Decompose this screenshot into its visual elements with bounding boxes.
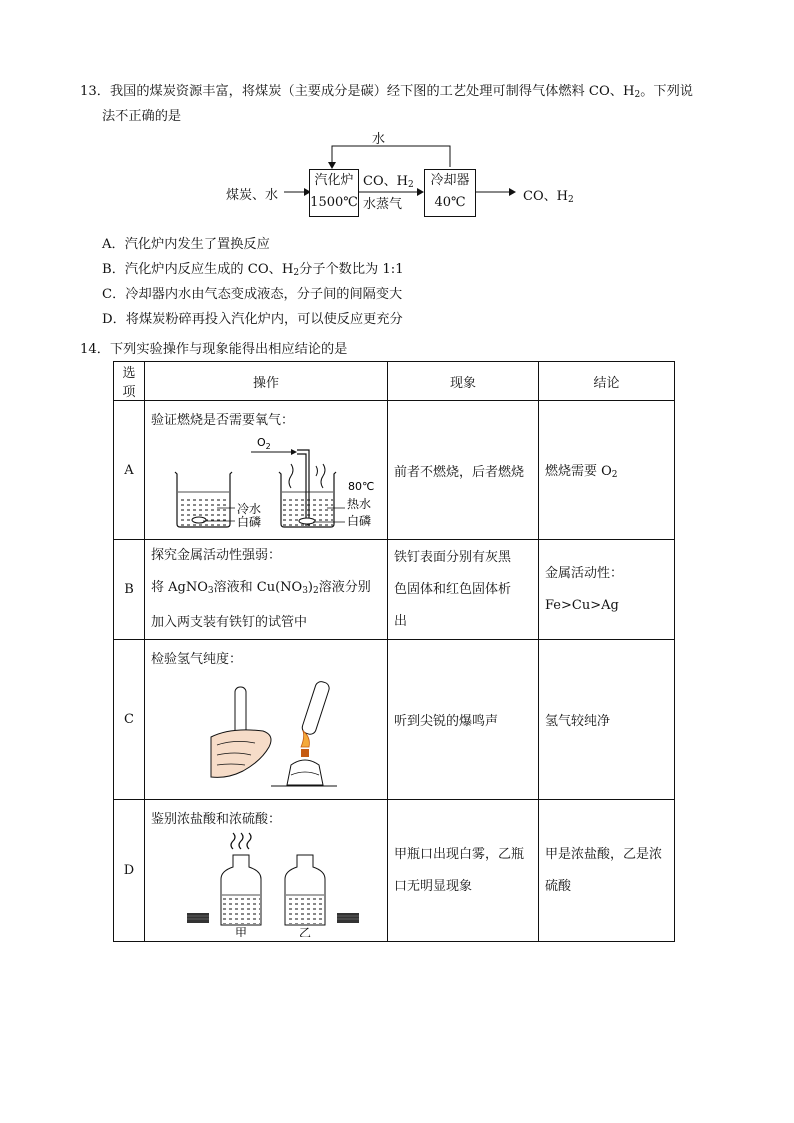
row-b-phenomenon [388, 540, 539, 640]
q13-option-d: D．将煤炭粉碎再投入汽化炉内，可以使反应更充分 [102, 312, 403, 327]
beaker-cold-water [175, 472, 232, 527]
q13-stem-line1 [80, 80, 693, 100]
table-row [114, 800, 675, 942]
mid-label-top: CO、H [363, 174, 408, 189]
option-b-post: 分子个数比为 1:1 [299, 262, 404, 277]
diagram-top-label: 水 [372, 132, 386, 147]
bottle-yi-label: 乙 [299, 926, 312, 937]
cooler-label: 冷却器 [430, 173, 470, 188]
row-b-option: B [114, 540, 145, 640]
row-b-conclusion [539, 540, 675, 640]
row-d-operation-title: 鉴别浓盐酸和浓硫酸： [151, 812, 282, 827]
stopper-right [337, 913, 359, 923]
q14-number: 14． [80, 342, 110, 357]
diagram-mid-label [363, 172, 414, 215]
combustion-apparatus-figure [151, 428, 381, 530]
row-c-conclusion: 氢气较纯净 [539, 640, 675, 800]
q13-stem-line2: 法不正确的是 [102, 109, 182, 124]
row-d-ph-line1: 甲瓶口出现白雾，乙瓶 [394, 846, 525, 862]
o2-label: $O_2$ [257, 436, 271, 451]
row-b-ph-line3: 出 [394, 613, 408, 629]
temp-label: 80℃ [348, 480, 375, 493]
row-a-phenomenon: 前者不燃烧，后者燃烧 [388, 401, 539, 540]
row-d-con-line2: 硫酸 [545, 878, 572, 894]
q14-stem-text: 下列实验操作与现象能得出相应结论的是 [109, 342, 348, 357]
row-b-op-line2: 将 AgNO$_3$溶液和 $Cu(NO_3)_2$溶液分别 [151, 580, 371, 596]
row-a-operation-title: 验证燃烧是否需要氧气： [151, 413, 295, 428]
alcohol-lamp-icon [271, 731, 337, 786]
row-b-con-line2: Fe>Cu>Ag [545, 597, 619, 613]
row-c-phenomenon: 听到尖锐的爆鸣声 [388, 640, 539, 800]
row-c-operation-title: 检验氢气纯度： [151, 652, 243, 667]
mid-label-bottom: 水蒸气 [363, 197, 403, 212]
mid-label-sub: 2 [407, 180, 414, 190]
table-row [114, 540, 675, 640]
beaker-hot-water [279, 464, 336, 527]
output-arrowhead [509, 188, 516, 196]
header-operation: 操作 [145, 362, 388, 401]
q14-table [113, 361, 675, 942]
row-b-op-line3: 加入两支装有铁钉的试管中 [151, 615, 308, 630]
o2-arrowhead [291, 449, 297, 455]
header-option: 选项 [114, 362, 145, 401]
hydrogen-purity-test-figure [151, 667, 381, 792]
gasifier-box [309, 169, 359, 217]
row-b-con-line1: 金属活动性： [545, 565, 624, 581]
row-a-option: A [114, 401, 145, 540]
diagram-input-label: 煤炭、水 [226, 188, 279, 203]
header-phenomenon: 现象 [388, 362, 539, 401]
row-c-operation [145, 640, 388, 800]
q13-number: 13． [80, 84, 110, 99]
row-b-ph-line1: 铁钉表面分别有灰黑 [394, 549, 512, 565]
recycle-arrowhead [328, 162, 336, 169]
hot-water-label: 热水 [347, 497, 372, 511]
table-row [114, 640, 675, 800]
diagram-output-label [523, 185, 574, 205]
inverted-test-tube [301, 680, 331, 736]
row-b-op-line1: 探究金属活动性强弱： [151, 548, 282, 563]
white-p-label-1: 白磷 [237, 515, 262, 529]
bottle-yi [285, 855, 325, 925]
q13-stem-sub: 2 [634, 90, 641, 100]
row-a-operation [145, 401, 388, 540]
row-d-con-line1: 甲是浓盐酸，乙是浓 [545, 846, 663, 862]
row-b-operation [145, 540, 388, 640]
row-d-conclusion [539, 800, 675, 942]
white-p-label-2: 白磷 [347, 514, 372, 528]
table-header-row [114, 362, 675, 401]
gasifier-temp: 1500℃ [310, 195, 358, 210]
q14-stem [80, 338, 347, 357]
q13-option-b [102, 258, 404, 278]
q13-option-c: C．冷却器内水由气态变成液态，分子间的间隔变大 [102, 287, 403, 302]
table-row [114, 401, 675, 540]
white-phosphorus-2 [299, 518, 315, 524]
row-d-operation [145, 800, 388, 942]
bottle-jia-label: 甲 [235, 926, 248, 937]
row-b-ph-line2: 色固体和红色固体析 [394, 581, 512, 597]
row-a-conclusion-sub: 2 [611, 470, 618, 480]
output-label-text: CO、H [523, 189, 568, 204]
q13-stem-end: 。下列说 [640, 84, 693, 99]
cold-water-label: 冷水 [237, 502, 262, 516]
output-label-sub: 2 [567, 195, 574, 205]
acid-bottles-figure [151, 827, 381, 937]
option-b-sub: 2 [293, 268, 300, 278]
q13-option-a: A．汽化炉内发生了置换反应 [102, 237, 270, 252]
row-c-option: C [114, 640, 145, 800]
row-d-option: D [114, 800, 145, 942]
header-conclusion: 结论 [539, 362, 675, 401]
gasifier-label: 汽化炉 [314, 173, 354, 188]
white-phosphorus-1 [192, 517, 206, 523]
recycle-line [332, 146, 450, 167]
stopper-left [187, 913, 209, 923]
middle-arrowhead [417, 188, 424, 196]
row-d-phenomenon [388, 800, 539, 942]
bottle-jia [221, 855, 261, 925]
row-a-conclusion-text: 燃烧需要 O [545, 464, 612, 479]
row-a-conclusion [539, 401, 675, 540]
row-d-ph-line2: 口无明显现象 [394, 878, 473, 894]
q13-stem-text: 我国的煤炭资源丰富，将煤炭（主要成分是碳）经下图的工艺处理可制得气体燃料 CO、H [109, 84, 635, 99]
cooler-box [424, 169, 476, 217]
hand-test-tube [211, 687, 271, 777]
option-b-pre: B．汽化炉内反应生成的 CO、H [102, 262, 294, 277]
cooler-temp: 40℃ [434, 195, 466, 210]
